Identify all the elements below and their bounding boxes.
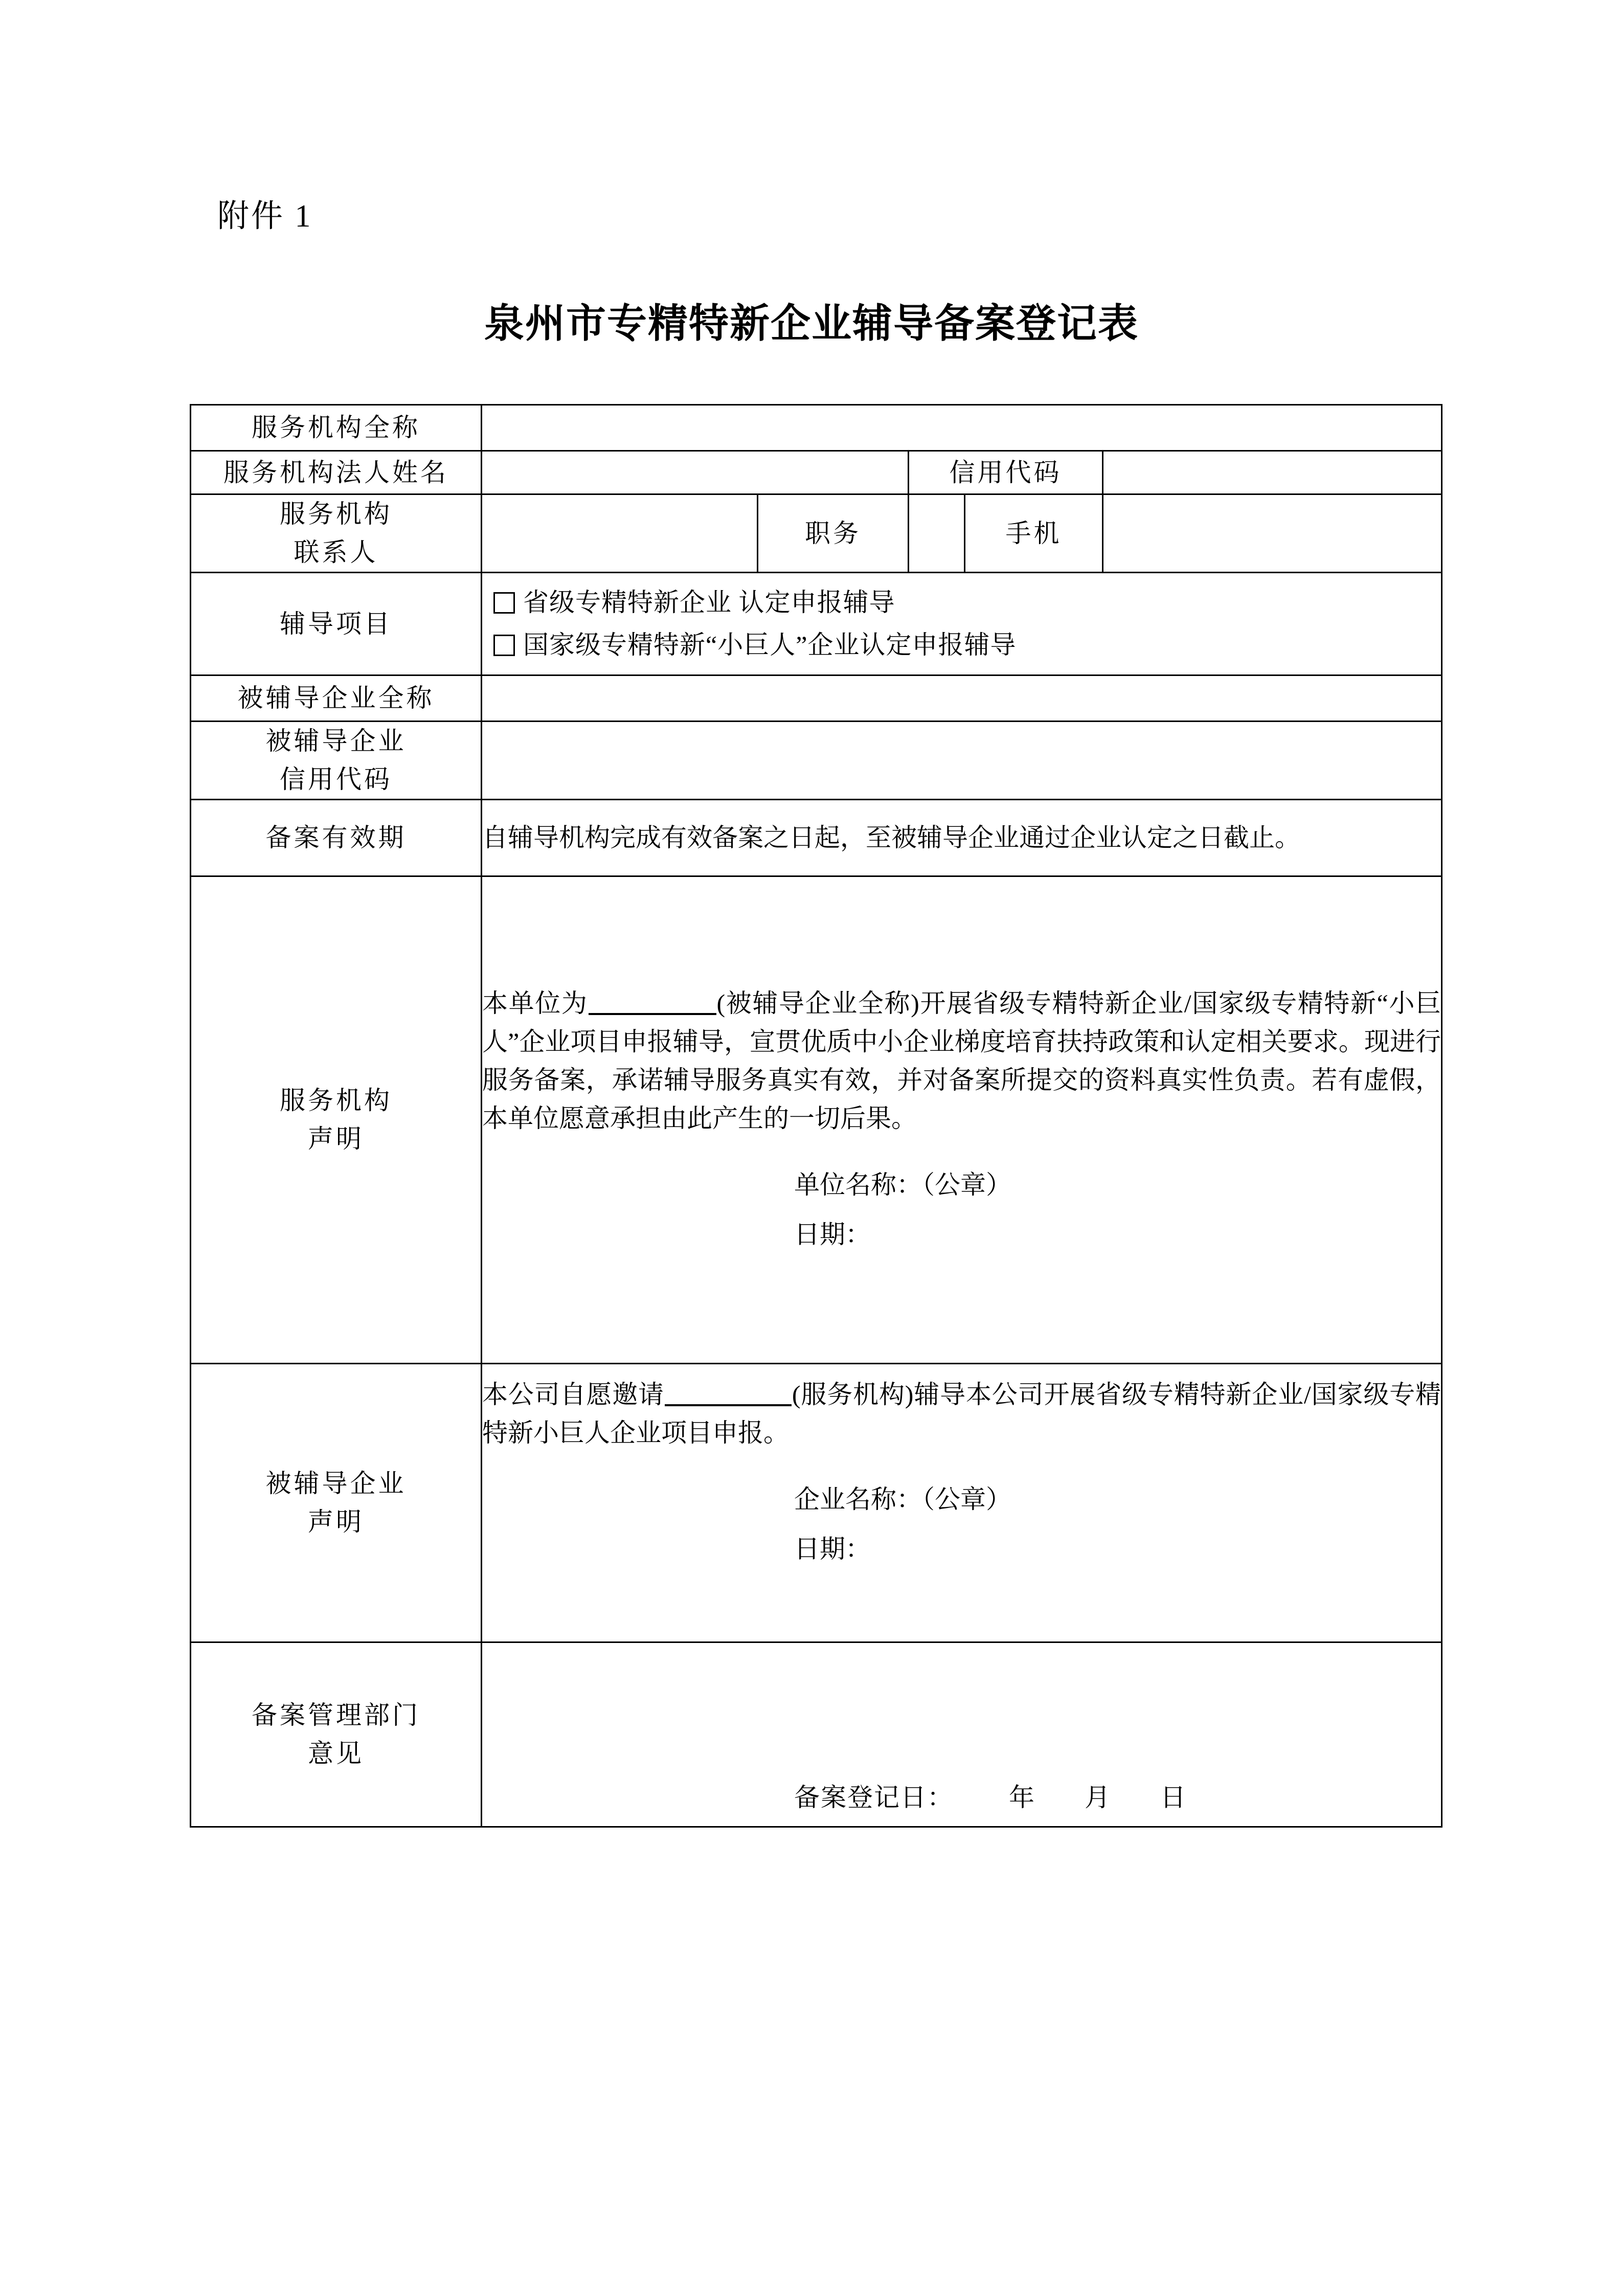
label-org-contact [191, 494, 482, 573]
day-unit: 日 [1160, 1783, 1187, 1812]
field-position[interactable] [909, 494, 965, 573]
label-org-legal-person: 服务机构法人姓名 [191, 451, 482, 494]
label-coached-declaration-line1: 被辅导企业 [265, 1469, 407, 1498]
label-coached-enterprise-full-name: 被辅导企业全称 [191, 676, 482, 722]
org-declaration-content [482, 876, 1442, 1364]
org-declaration-signature [482, 1164, 1441, 1255]
org-declaration-blank-field[interactable] [589, 1013, 716, 1015]
coached-declaration-signature [482, 1479, 1441, 1570]
label-org-declaration-line1: 服务机构 [280, 1086, 392, 1115]
dept-opinion-content[interactable] [482, 1642, 1442, 1827]
org-signature-date[interactable]: 日期： [794, 1220, 871, 1249]
label-org-contact-line2: 联系人 [294, 538, 378, 567]
checkbox-option-national[interactable] [493, 626, 1430, 664]
label-org-declaration [191, 876, 482, 1364]
table-row-org-full-name [191, 405, 1442, 451]
label-dept-opinion-line1: 备案管理部门 [252, 1701, 420, 1729]
field-org-full-name[interactable] [482, 405, 1442, 451]
record-validity-content [482, 800, 1442, 876]
coached-signature-date[interactable]: 日期： [794, 1535, 871, 1563]
table-row-coached-full-name [191, 676, 1442, 722]
table-row-org-declaration [191, 876, 1442, 1364]
coached-declaration-suffix: (服务机构)辅导本公司开展省级专精特新企业/国家级专精特新小巨人企业项目申报。 [482, 1380, 1441, 1447]
coached-signature-name: 企业名称：（公章） [794, 1485, 1011, 1514]
org-declaration-body [482, 984, 1441, 1138]
page-title: 泉州市专精特新企业辅导备案登记表 [484, 301, 1139, 346]
field-org-legal-person[interactable] [482, 451, 909, 494]
field-coached-enterprise-credit-code[interactable] [482, 722, 1442, 800]
checkbox-icon[interactable] [493, 592, 515, 614]
table-row-coaching-project [191, 573, 1442, 676]
registration-form-table [190, 404, 1442, 1828]
checkbox-icon[interactable] [493, 635, 515, 656]
org-declaration-prefix: 本单位为 [482, 989, 588, 1018]
table-row-legal-person [191, 451, 1442, 494]
signature-gap [794, 1206, 1441, 1214]
table-row-record-validity [191, 800, 1442, 876]
checkbox-label-national: 国家级专精特新“小巨人”企业认定申报辅导 [523, 631, 1017, 659]
registration-date-label: 备案登记日： [794, 1783, 954, 1812]
table-row-coached-credit-code [191, 722, 1442, 800]
label-coached-enterprise-credit-code [191, 722, 482, 800]
label-dept-opinion [191, 1642, 482, 1827]
table-row-contact-person [191, 494, 1442, 573]
record-validity-text: 自辅导机构完成有效备案之日起，至被辅导企业通过企业认定之日截止。 [482, 823, 1300, 852]
field-org-contact[interactable] [482, 494, 758, 573]
field-credit-code[interactable] [1103, 451, 1442, 494]
label-org-declaration-line2: 声明 [308, 1124, 364, 1153]
coached-declaration-blank-field[interactable] [665, 1404, 792, 1406]
field-mobile[interactable] [1103, 494, 1442, 573]
label-coached-declaration [191, 1364, 482, 1642]
month-unit: 月 [1085, 1783, 1111, 1812]
label-dept-opinion-line2: 意见 [308, 1739, 364, 1768]
label-coached-credit-line2: 信用代码 [280, 765, 392, 794]
label-position: 职务 [758, 494, 909, 573]
label-record-validity: 备案有效期 [191, 800, 482, 876]
dept-opinion-area[interactable] [482, 1643, 1441, 1826]
label-coached-credit-line1: 被辅导企业 [265, 727, 407, 755]
label-coaching-project: 辅导项目 [191, 573, 482, 676]
label-org-contact-line1: 服务机构 [280, 500, 392, 528]
table-row-dept-opinion [191, 1642, 1442, 1827]
checkbox-option-provincial[interactable] [493, 583, 1430, 622]
year-unit: 年 [1009, 1783, 1035, 1812]
attachment-label: 附件 1 [217, 199, 313, 234]
coached-declaration-prefix: 本公司自愿邀请 [482, 1380, 664, 1409]
checkbox-label-provincial: 省级专精特新企业 认定申报辅导 [523, 588, 895, 617]
label-mobile: 手机 [965, 494, 1103, 573]
coaching-project-options [482, 573, 1442, 676]
label-credit-code: 信用代码 [909, 451, 1103, 494]
org-signature-name: 单位名称：（公章） [794, 1170, 1011, 1199]
label-org-full-name: 服务机构全称 [191, 405, 482, 451]
registration-date-line [482, 1779, 1427, 1817]
signature-gap [794, 1520, 1441, 1528]
label-coached-declaration-line2: 声明 [308, 1507, 364, 1536]
coached-declaration-body [482, 1376, 1441, 1452]
field-coached-enterprise-full-name[interactable] [482, 676, 1442, 722]
coached-declaration-content [482, 1364, 1442, 1642]
table-row-coached-declaration [191, 1364, 1442, 1642]
org-declaration-suffix: (被辅导企业全称)开展省级专精特新企业/国家级专精特新“小巨人”企业项目申报辅导，宣贯优质中小企业梯度培育扶持政策和认定相关要求。现进行服务备案，承诺辅导服务真实有效，并对备案所提交的资料真实性负责。若有虚假，本单位愿意承担由此产生的一切后果。 [482, 989, 1441, 1133]
